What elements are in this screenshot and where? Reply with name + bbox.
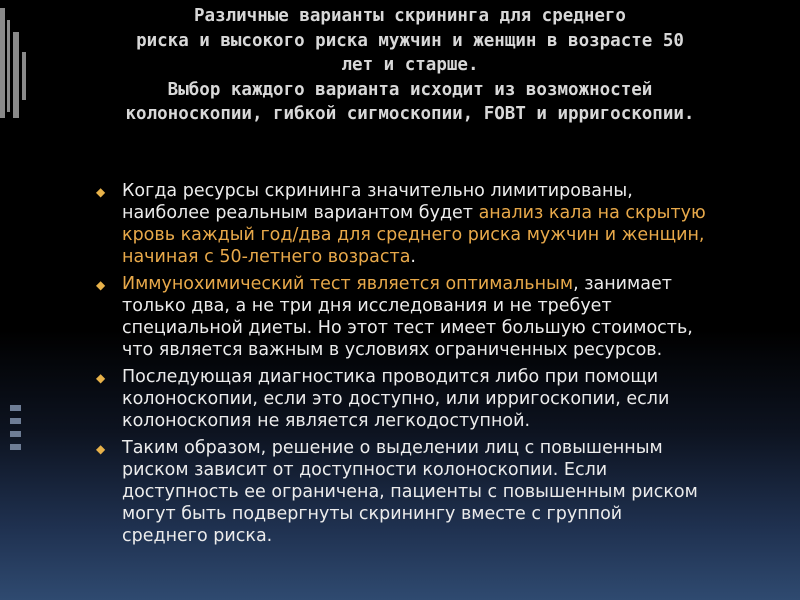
- bullet-text: Последующая диагностика проводится либо при помощи: [122, 367, 659, 387]
- edge-bar: [0, 8, 5, 118]
- bullet-line: [122, 410, 752, 432]
- bullet-text: доступность ее ограничена, пациенты с повышенным риском: [122, 482, 698, 502]
- bullet-line: [122, 525, 752, 547]
- bullet-line: [122, 388, 752, 410]
- bullet-text: колоноскопии, если это доступно, или ирригоскопии, если: [122, 389, 670, 409]
- edge-bar: [10, 405, 21, 411]
- bullet-line: [122, 317, 752, 339]
- edge-bar: [7, 20, 10, 112]
- diamond-bullet-icon: ◆: [96, 442, 106, 456]
- slide-title: [60, 4, 760, 127]
- bullet-text: , занимает: [573, 274, 672, 294]
- edge-bar: [22, 52, 26, 100]
- bullet-text: наиболее реальным вариантом будет: [122, 203, 479, 223]
- edge-bar: [10, 444, 21, 450]
- bullet-line: [122, 202, 752, 224]
- bullet-line: [122, 273, 752, 295]
- highlighted-text: Иммунохимический тест является оптимальным: [122, 274, 574, 294]
- bullet-line: [122, 339, 752, 361]
- title-line: Различные варианты скрининга для среднего: [194, 6, 626, 26]
- diamond-bullet-icon: ◆: [96, 185, 106, 199]
- bullet-list: [92, 180, 752, 552]
- diamond-bullet-icon: ◆: [96, 278, 106, 292]
- bullet-text: специальной диеты. Но этот тест имеет большую стоимость,: [122, 318, 693, 338]
- bullet-text: Когда ресурсы скрининга значительно лимитированы,: [122, 181, 633, 201]
- bullet-line: [122, 459, 752, 481]
- edge-bar: [13, 32, 19, 118]
- bullet-text: могут быть подвергнуты скринингу вместе с группой: [122, 504, 623, 524]
- bullet-line: [122, 224, 752, 246]
- diamond-bullet-icon: ◆: [96, 371, 106, 385]
- title-line: колоноскопии, гибкой сигмоскопии, FOBT и ирригоскопии.: [125, 104, 695, 124]
- edge-bar: [10, 418, 21, 424]
- bullet-text: что является важным в условиях ограниченных ресурсов.: [122, 340, 663, 360]
- bullet-line: [122, 503, 752, 525]
- bullet-text: Таким образом, решение о выделении лиц с повышенным: [122, 438, 663, 458]
- bullet-line: [122, 437, 752, 459]
- title-line: риска и высокого риска мужчин и женщин в возрасте 50: [136, 30, 684, 51]
- bullet-item: [92, 273, 752, 361]
- bullet-text: только два, а не три дня исследования и не требует: [122, 296, 612, 316]
- bullet-item: [92, 437, 752, 547]
- bullet-text: .: [410, 247, 416, 267]
- highlighted-text: начиная с 50-летнего возраста: [122, 247, 411, 267]
- bullet-line: [122, 246, 752, 268]
- bullet-line: [122, 180, 752, 202]
- bullet-line: [122, 366, 752, 388]
- title-line: Выбор каждого варианта исходит из возможностей: [167, 79, 653, 100]
- bullet-item: [92, 180, 752, 268]
- highlighted-text: кровь каждый год/два для среднего риска мужчин и женщин,: [122, 225, 705, 245]
- bullet-text: колоноскопия не является легкодоступной.: [122, 411, 531, 431]
- bullet-line: [122, 481, 752, 503]
- bullet-line: [122, 295, 752, 317]
- bullet-text: среднего риска.: [122, 526, 273, 546]
- title-line: лет и старше.: [341, 55, 479, 75]
- bullet-item: [92, 366, 752, 432]
- bullet-text: риском зависит от доступности колоноскопии. Если: [122, 460, 608, 480]
- edge-bar: [10, 431, 21, 437]
- highlighted-text: анализ кала на скрытую: [478, 203, 706, 223]
